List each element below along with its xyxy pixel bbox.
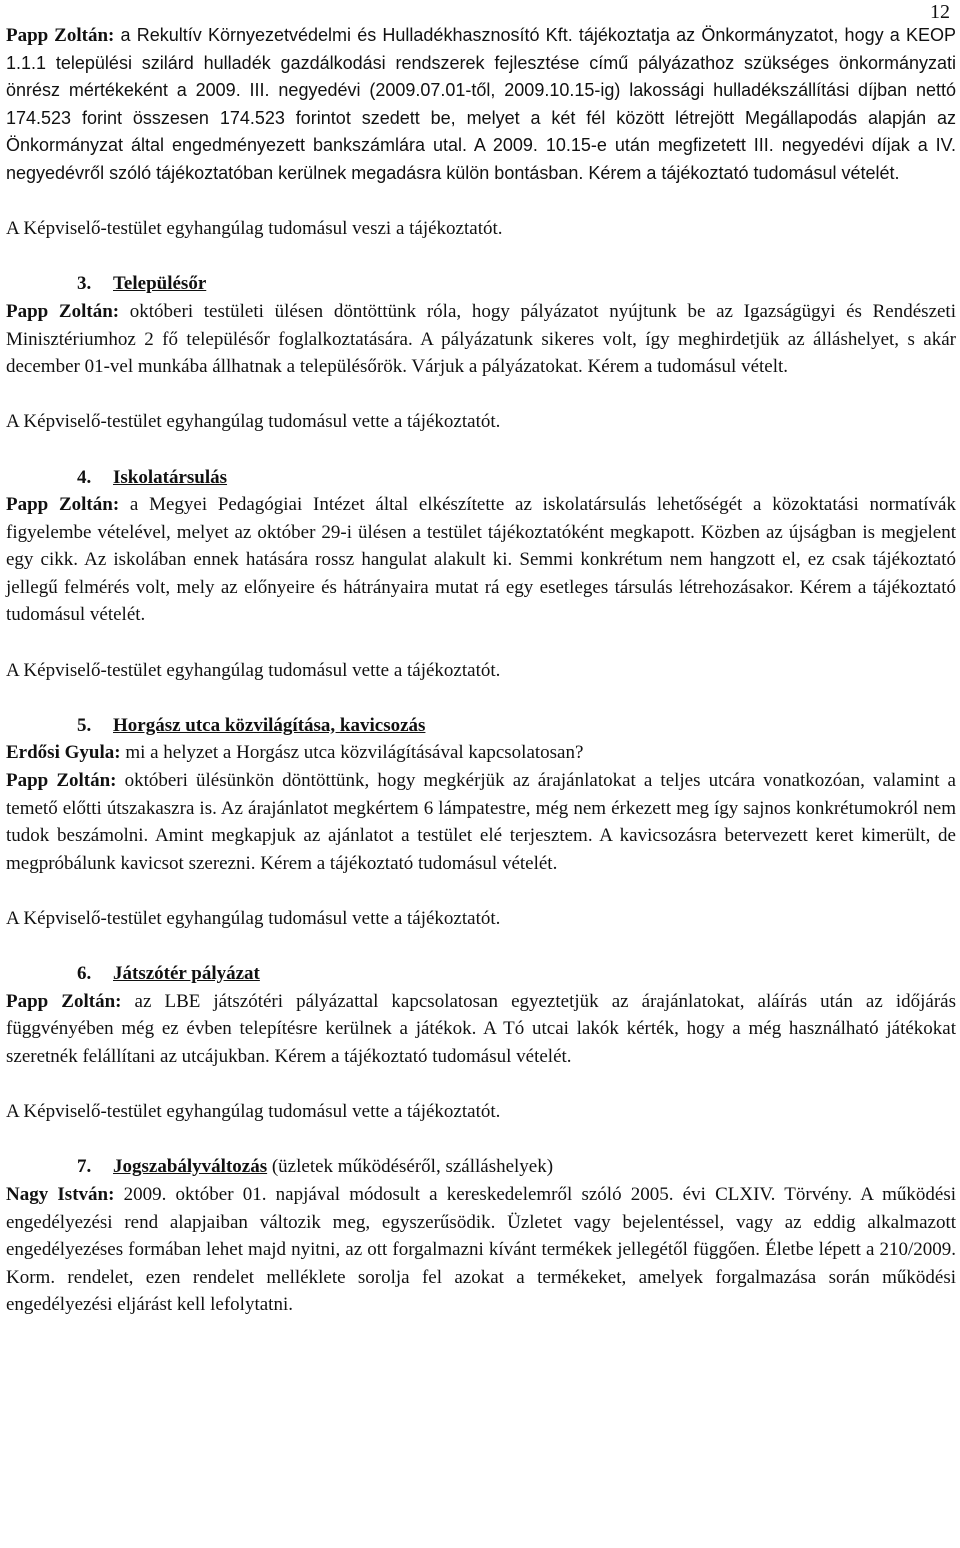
section-title: Horgász utca közvilágítása, kavicsozás xyxy=(113,714,426,736)
section-paragraph xyxy=(6,767,956,877)
section-title-suffix: (üzletek működéséről, szálláshelyek) xyxy=(267,1156,554,1178)
document-body xyxy=(6,22,956,1319)
section-title: Jogszabályváltozás xyxy=(113,1156,268,1178)
paragraph-text: a Megyei Pedagógiai Intézet által elkészítette az iskolatársulás lehetőségét a közoktatási normatívák figyelembe vételével, melyet az október 29-i ülésen a testület tájékoztatóként megkapott. Közben az újságban is megjelent egy cikk. Az iskolában ennek hatására rossz hangulat alakult ki. Semmi konkrétum nem hangzott el, ez csak tájékoztató jellegű felmérés volt, mely az előnyeire és hátrányaira mutat rá egy esetleges társulás létrehozásakor. Kérem a tájékoztató tudomásul vételét. xyxy=(6,494,956,626)
speaker-name: Erdősi Gyula: xyxy=(6,742,121,764)
speaker-name: Papp Zoltán: xyxy=(6,300,120,322)
paragraph-text: mi a helyzet a Horgász utca közvilágításával kapcsolatosan? xyxy=(120,742,584,764)
section-number: 6. xyxy=(77,963,92,985)
section-paragraph xyxy=(6,298,956,381)
intro-paragraph xyxy=(6,22,956,188)
page-number: 12 xyxy=(930,1,950,23)
section-title: Iskolatársulás xyxy=(113,466,228,488)
paragraph-text: az LBE játszótéri pályázattal kapcsolatosan egyeztetjük az árajánlatokat, aláírás után az időjárás függvényében még ez évben telepítésre kerülnek a játékok. A Tó utcai lakók kérték, hogy a még használható játékokat szeretnék felállítani az utcájukban. Kérem a tájékoztató tudomásul vételét. xyxy=(6,990,957,1067)
speaker-name: Nagy István: xyxy=(6,1183,115,1205)
paragraph-text: októberi testületi ülésen döntöttünk róla, hogy pályázatot nyújtunk be az Igazságügyi és Rendészeti Minisztériumhoz 2 fő településőr foglalkoztatására. A pályázatunk sikeres volt, így meghirdetjük az álláshelyet, s akár december 01-vel munkába állhatnak a településőrök. Várjuk a pályázatokat. Kérem a tudomásul vételt. xyxy=(6,300,956,378)
section-paragraph xyxy=(6,491,956,629)
section-number: 3. xyxy=(77,273,92,295)
section-paragraph xyxy=(6,988,956,1071)
section-heading xyxy=(6,712,956,740)
paragraph-text: 2009. október 01. napjával módosult a kereskedelemről szóló 2005. évi CLXIV. Törvény. A működési engedélyezési rend alapjaiban változik meg, egyszerűsödik. Üzletet vagy bejelentéssel, vagy az eddig alkalmazott engedélyezéses formában lehet majd nyitni, az ott forgalmazni kívánt termékek jellegétől függően. Életbe lépett a 210/2009. Korm. rendelet, ezen rendelet melléklete sorolja fel azokat a termékeket, amelyek forgalmazása során működési engedélyezési eljárást kell lefolytatni. xyxy=(6,1183,957,1316)
resolution-text: A Képviselő-testület egyhangúlag tudomásul vette a tájékoztatót. xyxy=(6,908,501,929)
paragraph-text: a Rekultív Környezetvédelmi és Hulladékhasznosító Kft. tájékoztatja az Önkormányzatot, hogy a KEOP 1.1.1 települési szilárd hulladék gazdálkodási rendszerek fejlesztése című pályázathoz szükséges önkormányzati önrész mértékeként a 2009. III. negyedévi (2009.07.01-től, 2009.10.15-ig) lakossági hulladékszállítási díjban nettó 174.523 forint összesen 174.523 forintot szedett be, melyet a két fél között létrejött Megállapodás alapján az Önkormányzat által engedményezett bankszámlára utal. A 2009. 10.15-e után megfizetett III. negyedévi díjak a IV. negyedévről szóló tájékoztatóban kerülnek megadásra külön bontásban. Kérem a tájékoztató tudomásul vételét. xyxy=(6,25,956,183)
section-heading xyxy=(6,960,956,988)
section-heading xyxy=(6,270,956,298)
speaker-name: Papp Zoltán: xyxy=(6,770,117,792)
speaker-name: Papp Zoltán: xyxy=(6,25,115,46)
section-paragraph xyxy=(6,739,956,767)
section-number: 5. xyxy=(77,714,92,736)
section-number: 7. xyxy=(77,1156,92,1178)
resolution-text: A Képviselő-testület egyhangúlag tudomásul veszi a tájékoztatót. xyxy=(6,218,503,240)
section-heading xyxy=(6,1153,956,1181)
speaker-name: Papp Zoltán: xyxy=(6,494,120,516)
section-heading xyxy=(6,464,956,492)
resolution-text: A Képviselő-testület egyhangúlag tudomásul vette a tájékoztatót. xyxy=(6,659,501,681)
resolution-text: A Képviselő-testület egyhangúlag tudomásul vette a tájékoztatót. xyxy=(6,1101,501,1123)
section-number: 4. xyxy=(77,466,92,488)
resolution-text: A Képviselő-testület egyhangúlag tudomásul vette a tájékoztatót. xyxy=(6,411,501,433)
section-title: Játszótér pályázat xyxy=(113,963,260,985)
speaker-name: Papp Zoltán: xyxy=(6,990,122,1012)
section-paragraph xyxy=(6,1181,956,1319)
section-title: Településőr xyxy=(113,273,207,295)
paragraph-text: októberi ülésünkön döntöttünk, hogy megkérjük az árajánlatokat a teljes utcára vonatkozóan, valamint a temető előtti útszakaszra is. Az árajánlatot megkértem 6 lámpatestre, még nem érkezett meg így sajnos konkrétumokról nem tudok beszámolni. Amint megkapjuk az ajánlatot a testület elé terjesztem. A kavicsozásra betervezett keret kimerült, de megpróbálunk kavicsot szerezni. Kérem a tájékoztató tudomásul vételét. xyxy=(6,770,956,874)
